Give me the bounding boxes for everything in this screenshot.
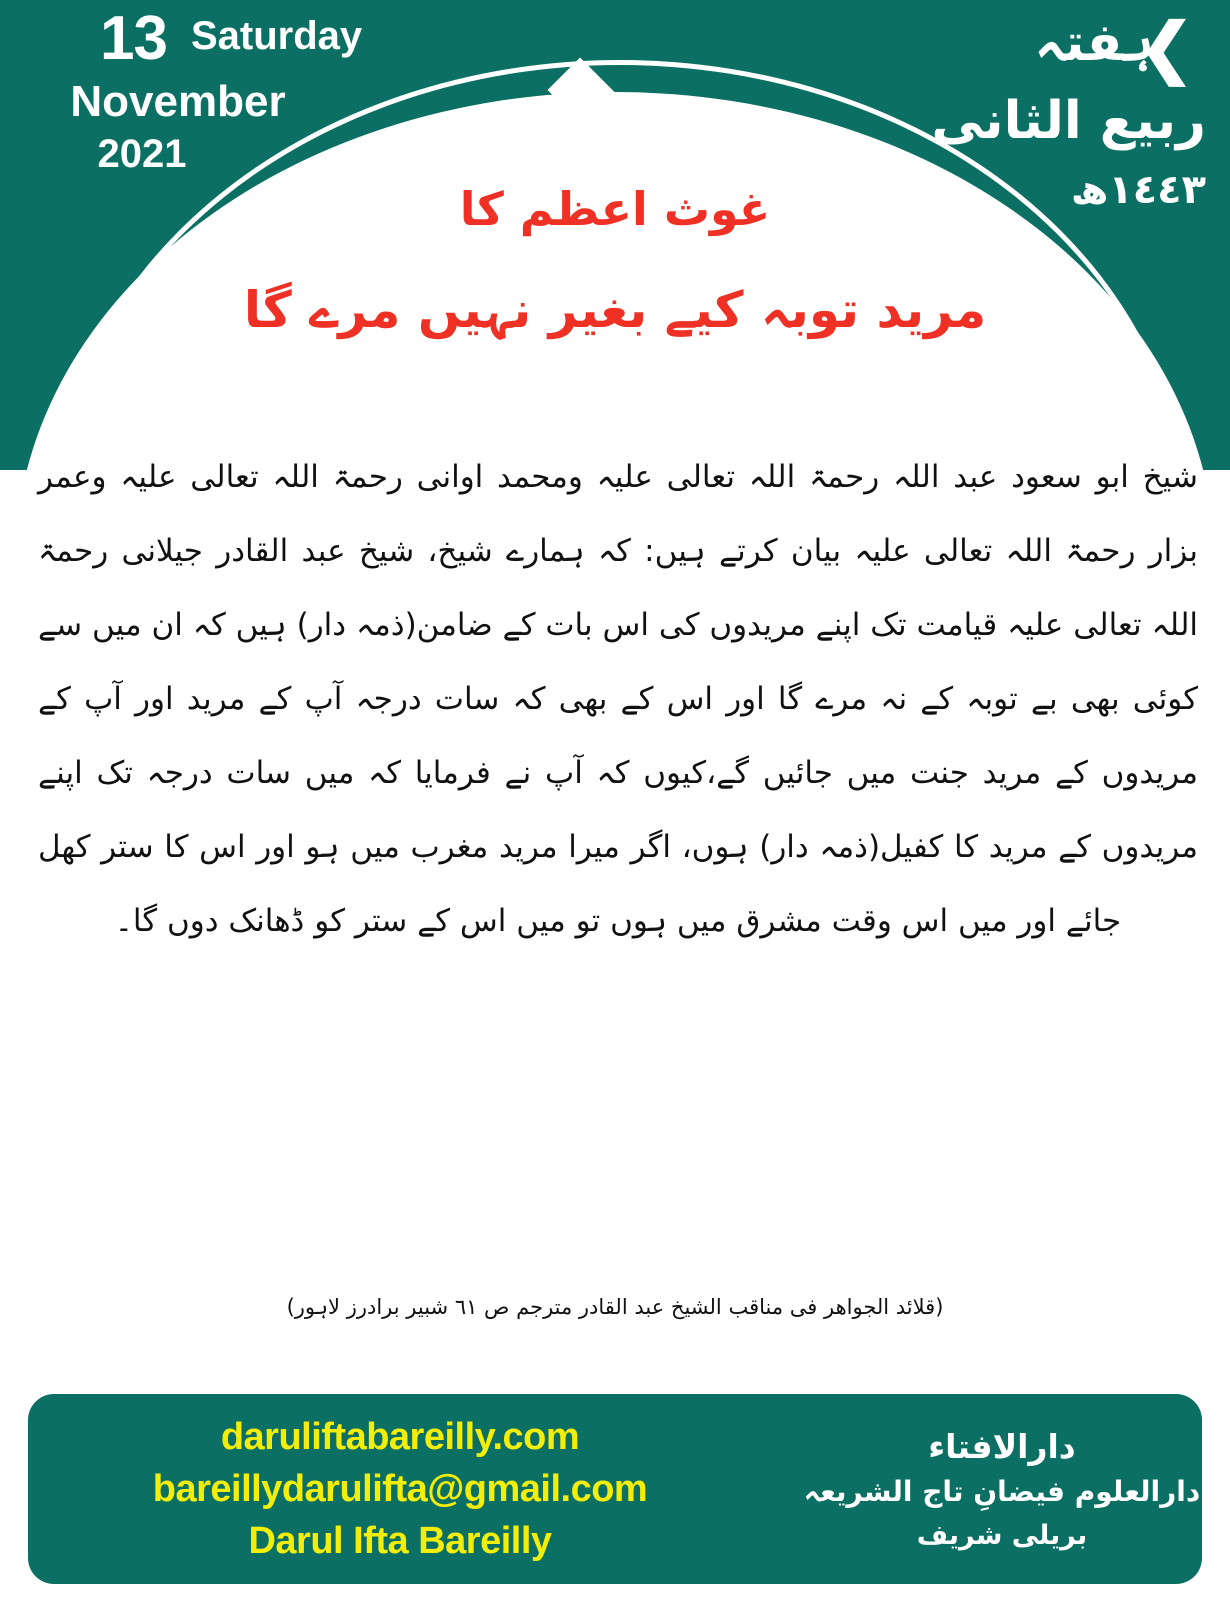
hijri-weekday: ہفتہ (1034, 13, 1154, 73)
footer-urdu-block (802, 1420, 1202, 1558)
headline-line-2: مرید توبہ کیے بغیر نہیں مرے گا (243, 281, 987, 339)
date-day-number: 13 (100, 4, 167, 73)
footer-urdu-line-1: دارالافتاء (928, 1427, 1076, 1466)
hijri-year: ١٤٤٣ھ (1070, 167, 1206, 213)
date-month-name: November (70, 77, 286, 126)
footer-bar (28, 1394, 1202, 1584)
reference-citation: (قلائد الجواهر فى مناقب الشیخ عبد القادر مترجم ص ٦١ شبیر برادرز لاہور) (286, 1295, 944, 1319)
footer-urdu-line-2: دارالعلوم فیضانِ تاج الشریعہ (803, 1475, 1201, 1508)
chevron-left-icon[interactable]: ❮ (1138, 10, 1194, 84)
date-weekday-english: Saturday (190, 14, 363, 58)
headline-line-1: غوث اعظم کا (459, 182, 771, 236)
headline (120, 170, 1110, 358)
date-year: 2021 (97, 132, 187, 176)
gregorian-date-block (18, 4, 363, 178)
footer-contact-links (28, 1411, 802, 1567)
footer-website[interactable]: daruliftabareilly.com (220, 1416, 580, 1458)
hijri-month: ربیع الثانی (931, 91, 1206, 151)
date-top-row (18, 4, 363, 73)
footer-urdu-line-3: بریلی شریف (916, 1520, 1088, 1551)
footer-organisation-name: Darul Ifta Bareilly (248, 1520, 552, 1562)
footer-email[interactable]: bareillydarulifta@gmail.com (152, 1468, 648, 1510)
body-paragraph: شیخ ابو سعود عبد اللہ رحمۃ اللہ تعالی علیہ ومحمد اوانی رحمۃ اللہ تعالی علیہ وعمر بزار رحمۃ اللہ تعالی علیہ بیان کرتے ہیں: کہ ہمارے شیخ، شیخ عبد القادر جیلانی رحمۃ اللہ تعالی علیہ قیامت تک اپنے مریدوں کی اس بات کے ضامن(ذمہ دار) ہیں کہ ان میں سے کوئی بھی بے توبہ کے نہ مرے گا اور اس کے بھی کہ سات درجہ آپ کے مرید اور آپ کے مریدوں کے مرید جنت میں جائیں گے،کیوں کہ آپ نے فرمایا کہ میں سات درجہ تک اپنے مریدوں کے مرید کا کفیل(ذمہ دار) ہوں، اگر میرا مرید مغرب میں ہو اور اس کا ستر کھل جائے اور میں اس وقت مشرق میں ہوں تو میں اس کے ستر کو ڈھانک دوں گا۔ (38, 459, 1198, 939)
